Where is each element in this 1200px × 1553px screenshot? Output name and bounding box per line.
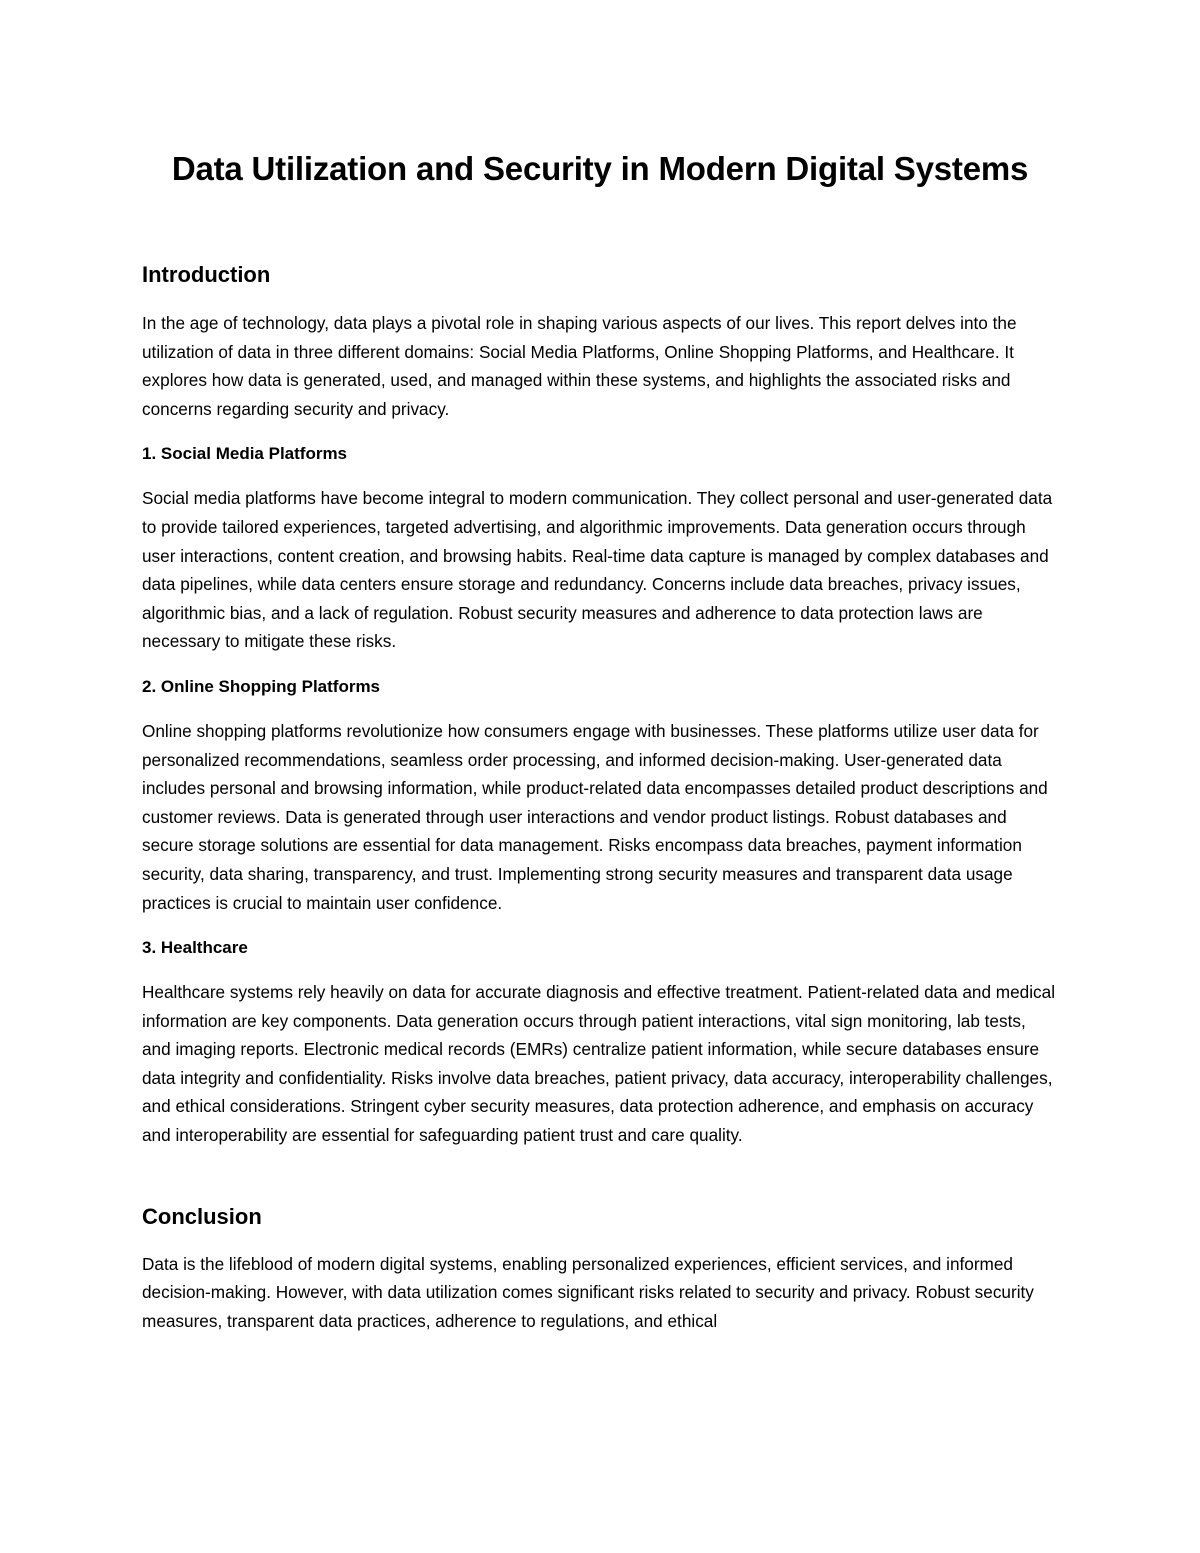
online-shopping-paragraph: Online shopping platforms revolutionize how consumers engage with businesses. These platforms utilize user data for personalized recommendations, seamless order processing, and informed decision-making. User-generated data includes personal and browsing information, while product-related data encompasses detailed product descriptions and customer reviews. Data is generated through user interactions and vendor product listings. Robust databases and secure storage solutions are essential for data management. Risks encompass data breaches, payment information security, data sharing, transparency, and trust. Implementing strong security measures and transparent data usage practices is crucial to maintain user confidence.	[142, 720, 1048, 913]
conclusion-heading: Conclusion	[142, 1203, 262, 1229]
introduction-heading: Introduction	[142, 262, 271, 287]
social-media-heading: 1. Social Media Platforms	[142, 444, 348, 464]
social-media-paragraph: Social media platforms have become integral to modern communication. They collect personal and user-generated data to provide tailored experiences, targeted advertising, and algorithmic improvements. Data generation occurs through user interactions, content creation, and browsing habits. Real-time data capture is managed by complex databases and data pipelines, while data centers ensure storage and redundancy. Concerns include data breaches, privacy issues, algorithmic bias, and a lack of regulation. Robust security measures and adherence to data protection laws are necessary to mitigate these risks.	[142, 488, 1053, 652]
healthcare-paragraph: Healthcare systems rely heavily on data for accurate diagnosis and effective treatment. Patient-related data and medical information are key components. Data generation occurs through patient interactions, vital sign monitoring, lab tests, and imaging reports. Electronic medical records (EMRs) centralize patient information, while secure databases ensure data integrity and confidentiality. Risks involve data breaches, patient privacy, data accuracy, interoperability challenges, and ethical considerations. Stringent cyber security measures, data protection adherence, and emphasis on accuracy and interoperability are essential for safeguarding patient trust and care quality.	[142, 982, 1056, 1146]
document-title: Data Utilization and Security in Modern Digital Systems	[171, 150, 1029, 187]
conclusion-paragraph: Data is the lifeblood of modern digital systems, enabling personalized experiences, efficient services, and informed decision-making. However, with data utilization comes significant risks related to security and privacy. Robust security measures, transparent data practices, adherence to regulations, and ethical	[142, 1253, 1034, 1331]
introduction-paragraph: In the age of technology, data plays a pivotal role in shaping various aspects of our lives. This report delves into the utilization of data in three different domains: Social Media Platforms, Online Shopping Platforms, and Healthcare. It explores how data is generated, used, and managed within these systems, and highlights the associated risks and concerns regarding security and privacy.	[142, 313, 1017, 419]
online-shopping-heading: 2. Online Shopping Platforms	[142, 676, 381, 696]
healthcare-heading: 3. Healthcare	[142, 938, 248, 958]
